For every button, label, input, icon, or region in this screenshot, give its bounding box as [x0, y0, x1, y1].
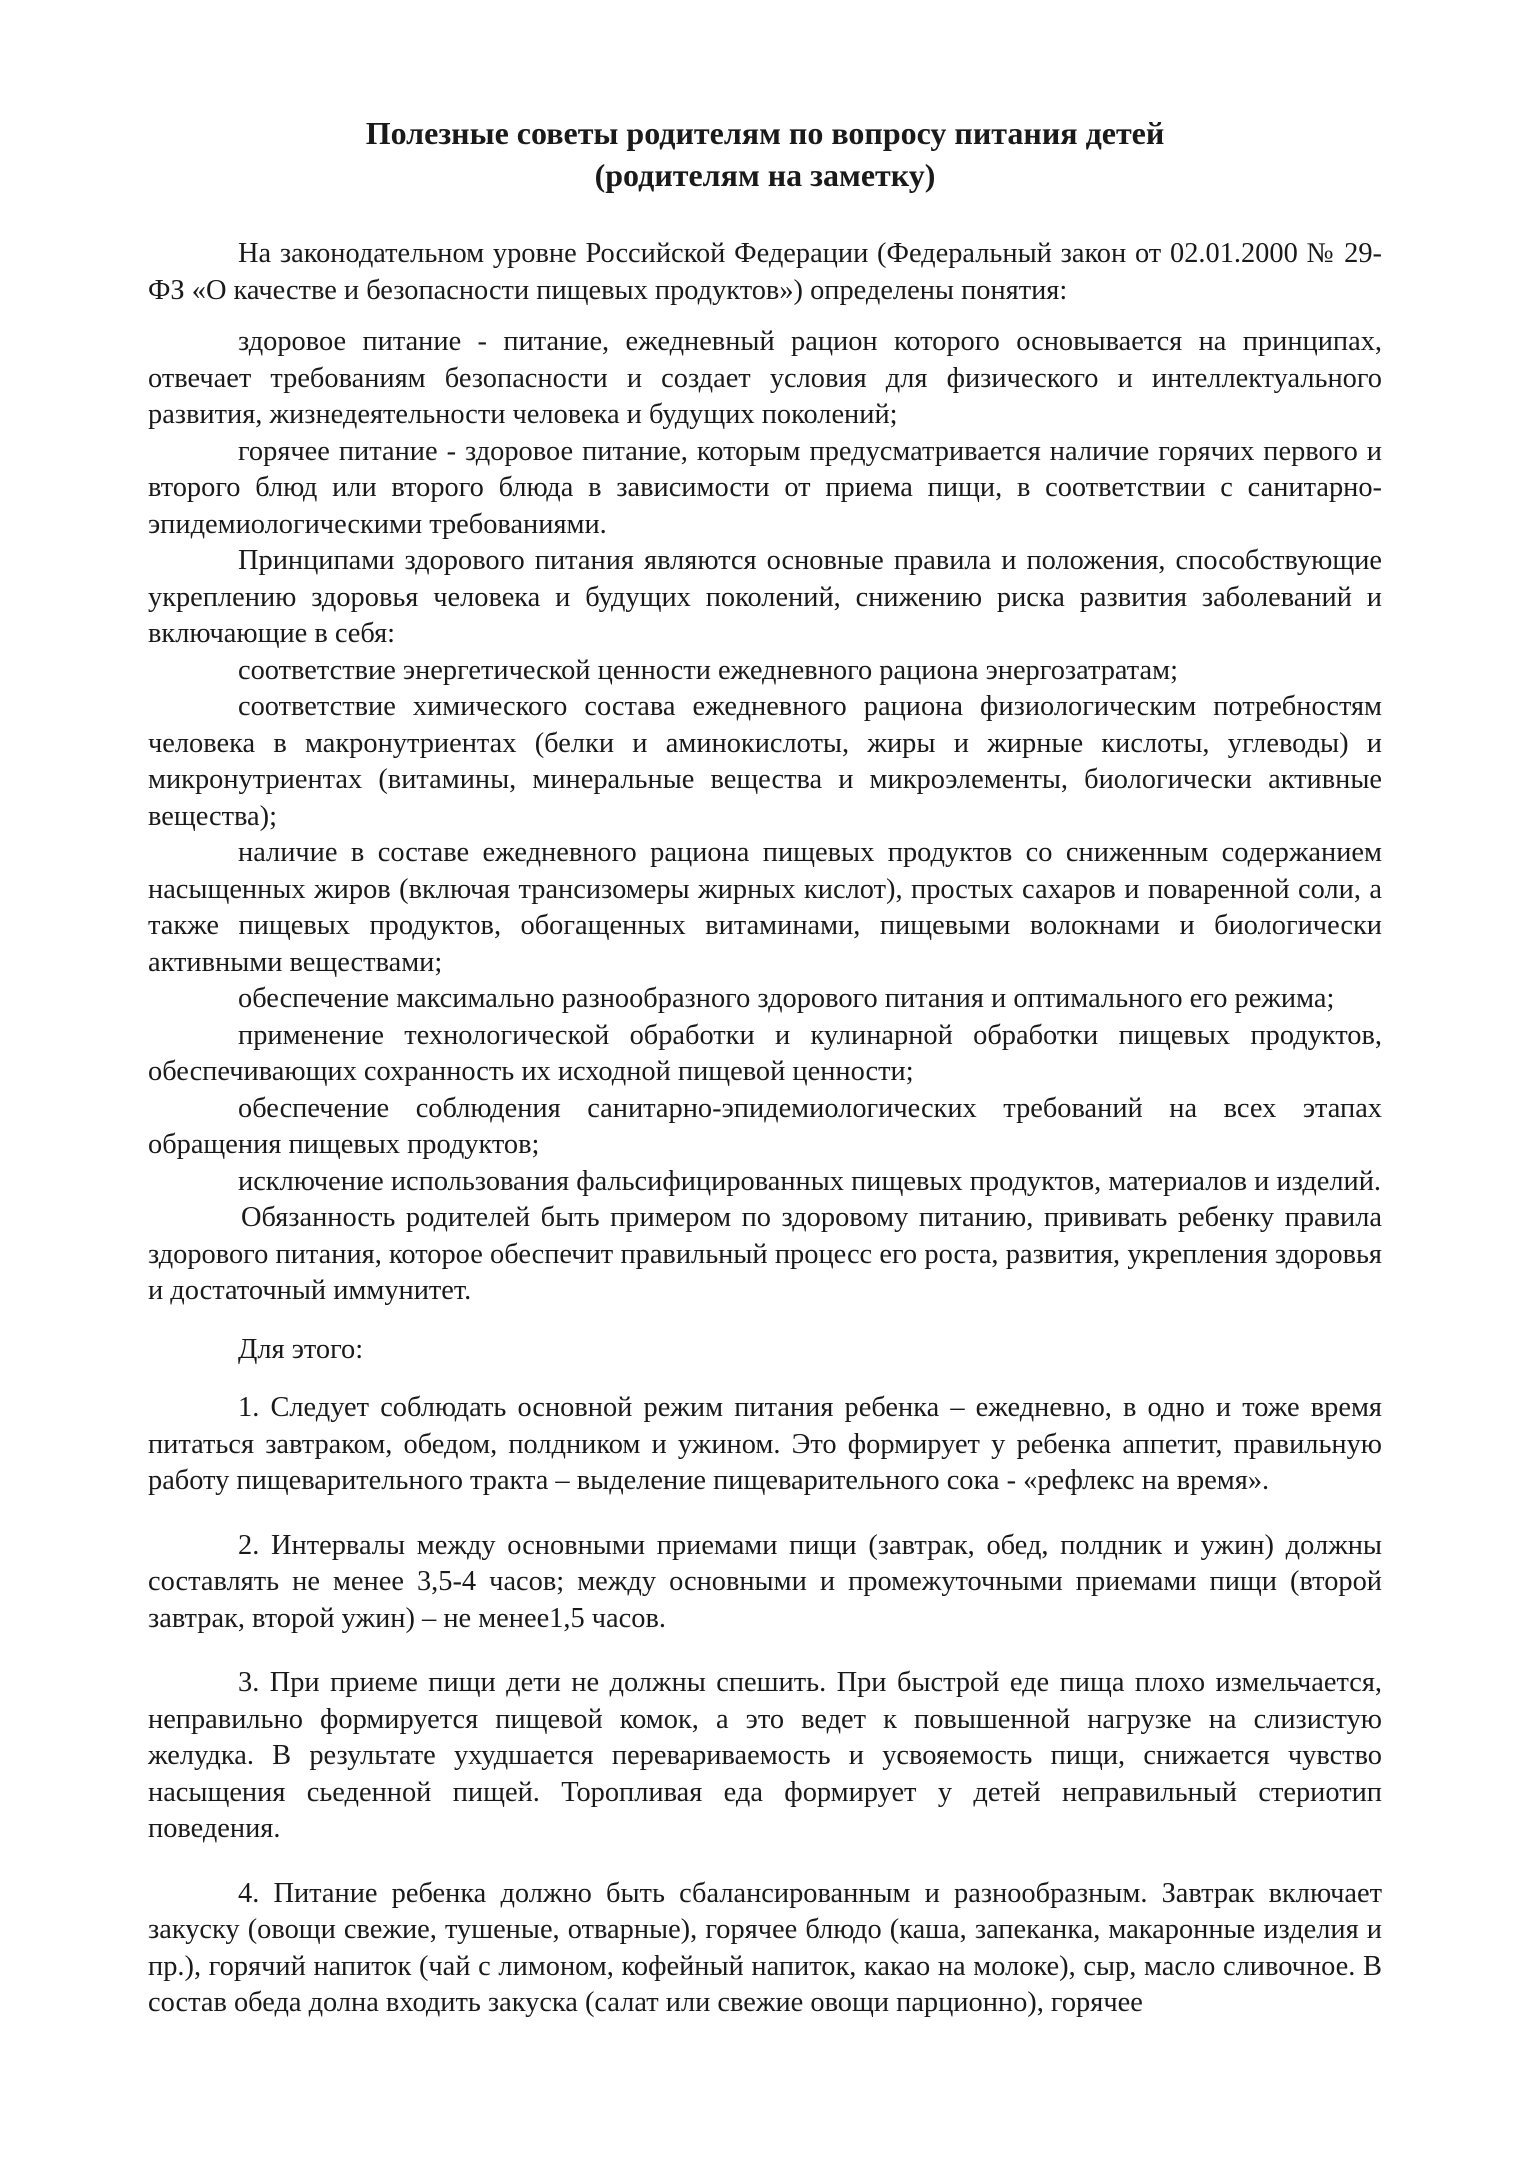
- parents-duty-paragraph: Обязанность родителей быть примером по здоровому питанию, прививать ребенку правила здорового питания, которое обеспечит правильный процесс его роста, развития, укрепления здоровья и достаточный иммунитет.: [148, 1202, 1382, 1306]
- advice-item-4: 4. Питание ребенка должно быть сбалансированным и разнообразным. Завтрак включает закуску (овощи свежие, тушеные, отварные), горячее блюдо (каша, запеканка, макаронные изделия и пр.), горячий напиток (чай с лимоном, кофейный напиток, какао на молоке), сыр, масло сливочное. В состав обеда долна входить закуска (салат или свежие овощи парционно), горячее: [148, 1877, 1382, 2018]
- principle-item: соответствие химического состава ежедневного рациона физиологическим потребностям человека в макронутриентах (белки и аминокислоты, жиры и жирные кислоты, углеводы) и микронутриентах (витамины, минеральные вещества и микроэлементы, биологически активные вещества);: [148, 691, 1382, 832]
- principle-item: исключение использования фальсифицированных пищевых продуктов, материалов и изделий.: [238, 1165, 1382, 1197]
- document-page: [148, 112, 1382, 2022]
- principles-intro-paragraph: Принципами здорового питания являются основные правила и положения, способствующие укреплению здоровья человека и будущих поколений, снижению риска развития заболеваний и включающие в себя:: [148, 545, 1382, 649]
- principle-item: обеспечение соблюдения санитарно-эпидемиологических требований на всех этапах обращения пищевых продуктов;: [148, 1092, 1382, 1160]
- principle-item: обеспечение максимально разнообразного здорового питания и оптимального его режима;: [238, 983, 1335, 1014]
- advice-item-2: 2. Интервалы между основными приемами пищи (завтрак, обед, полдник и ужин) должны составлять не менее 3,5-4 часов; между основными и промежуточными приемами пищи (второй завтрак, второй ужин) – не менее1,5 часов.: [148, 1529, 1382, 1634]
- principle-item: соответствие энергетической ценности ежедневного рациона энергозатратам;: [238, 654, 1178, 686]
- principle-item: наличие в составе ежедневного рациона пищевых продуктов со сниженным содержанием насыщенных жиров (включая трансизомеры жирных кислот), простых сахаров и поваренной соли, а также пищевых продуктов, обогащенных витаминами, пищевыми волокнами и биологически активными веществами;: [148, 837, 1382, 978]
- title-line-2: (родителям на заметку): [594, 157, 936, 193]
- title-line-1: Полезные советы родителям по вопросу питания детей: [365, 115, 1165, 151]
- definition-healthy-nutrition: здоровое питание - питание, ежедневный рацион которого основывается на принципах, отвечает требованиям безопасности и создает условия для физического и интеллектуального развития, жизнедеятельности человека и будущих поколений;: [148, 326, 1382, 430]
- principle-item: применение технологической обработки и кулинарной обработки пищевых продуктов, обеспечивающих сохранность их исходной пищевой ценности;: [148, 1019, 1382, 1087]
- definition-hot-nutrition: горячее питание - здоровое питание, которым предусматривается наличие горячих первого и второго блюд или второго блюда в зависимости от приема пищи, в соответствии с санитарно-эпидемиологическими требованиями.: [148, 435, 1382, 540]
- document-title: [148, 112, 1382, 196]
- advice-item-1: 1. Следует соблюдать основной режим питания ребенка – ежедневно, в одно и тоже время питаться завтраком, обедом, полдником и ужином. Это формирует у ребенка аппетит, правильную работу пищеварительного тракта – выделение пищеварительного сока - «рефлекс на время».: [148, 1392, 1382, 1496]
- advice-item-3: 3. При приеме пищи дети не должны спешить. При быстрой еде пища плохо измельчается, неправильно формируется пищевой комок, а это ведет к повышенной нагрузке на слизистую желудка. В результате ухудшается перевариваемость и усвояемость пищи, снижается чувство насыщения сьеденной пищей. Торопливая еда формирует у детей неправильный стериотип поведения.: [148, 1667, 1382, 1844]
- intro-paragraph: На законодательном уровне Российской Федерации (Федеральный закон от 02.01.2000 № 29-ФЗ «О качестве и безопасности пищевых продуктов») определены понятия:: [148, 238, 1382, 306]
- for-this-label: Для этого:: [238, 1333, 364, 1365]
